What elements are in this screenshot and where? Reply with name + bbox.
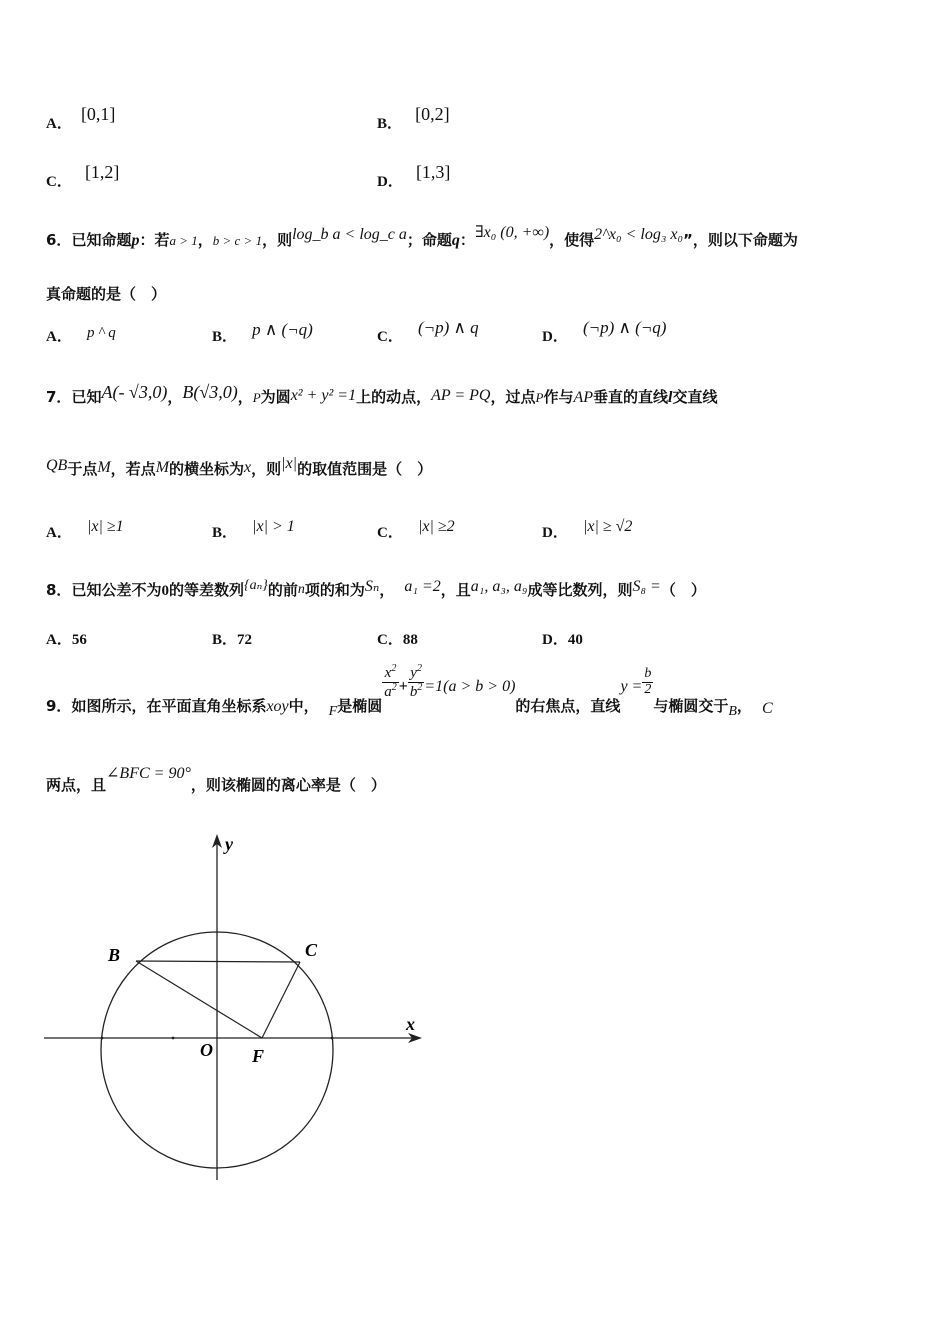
option-value: 56 (71, 632, 87, 648)
q7-option-a[interactable] (46, 518, 124, 542)
line-qb: QB (46, 457, 68, 474)
option-label: D． (542, 525, 568, 541)
option-value: [1,2] (84, 162, 120, 182)
q5-option-d[interactable] (377, 162, 451, 191)
math: b > c > 1 (212, 233, 263, 248)
text: ：若 (139, 231, 170, 249)
line-l: l (668, 389, 673, 406)
q7-option-c[interactable] (377, 518, 455, 542)
point-a: A(- √3,0) (101, 382, 168, 402)
label-o: O (200, 1040, 213, 1060)
text: 已知命题 (71, 231, 132, 249)
option-label: A． (46, 329, 72, 345)
text: 的前 (267, 581, 298, 599)
ellipse-fraction-y: $\frac{y^2}{b^2}$ (409, 663, 423, 700)
coord-xoy: xoy (266, 697, 289, 715)
plus-sign: + (398, 677, 408, 695)
label-c: C (305, 940, 318, 960)
text: 项的和为 (304, 581, 365, 599)
text: ，则该椭圆的离心率是（ ） (190, 776, 386, 794)
text: ， (237, 388, 253, 406)
question-number: 8． (46, 581, 72, 599)
point-m: M (155, 459, 170, 476)
point-f: F (328, 703, 338, 719)
sum-sn: Sₙ (364, 578, 380, 595)
q6-option-a[interactable] (46, 325, 116, 346)
option-value: p ∧ (¬q) (252, 320, 313, 339)
option-value: [0,2] (415, 104, 450, 124)
option-value: 72 (237, 632, 253, 648)
label-x: x (406, 1014, 415, 1034)
text: 上的动点， (356, 388, 432, 406)
text: 的右焦点，直线 (515, 696, 621, 715)
option-label: A． (46, 116, 72, 132)
ellipse-fraction-x: $\frac{x^2}{a^2}$ (384, 663, 397, 700)
q6-option-b[interactable] (212, 320, 313, 346)
label-y: y (225, 834, 233, 854)
text: ， (736, 696, 752, 715)
var-x: x (244, 459, 252, 476)
q8-option-b[interactable] (212, 628, 252, 649)
text: 与椭圆交于 (653, 696, 729, 715)
text: ，且 (440, 581, 471, 599)
option-label: C． (377, 632, 403, 648)
q8-option-c[interactable] (377, 628, 418, 649)
point-b: B(√3,0) (182, 382, 238, 402)
option-value: |x| ≥1 (86, 518, 124, 535)
var-q: q (451, 232, 460, 249)
option-value: |x| ≥2 (417, 518, 455, 535)
text: （ ） (660, 581, 706, 599)
q8-option-a[interactable] (46, 628, 87, 649)
text: ，使得 (549, 231, 595, 249)
text: 是椭圆 (337, 696, 383, 715)
label-f: F (252, 1046, 265, 1066)
math: 2^x₀ < log₃ x₀ (594, 226, 684, 243)
text: 已知公差不为 (71, 581, 162, 599)
q9-stem-line2 (46, 765, 386, 795)
option-label: C． (377, 329, 403, 345)
text: 为圆 (260, 388, 291, 406)
text: 的取值范围是（ ） (297, 460, 433, 478)
option-label: A． (46, 632, 72, 648)
q8-option-d[interactable] (542, 628, 583, 649)
abs-x: |x| (281, 455, 298, 472)
q5-option-a[interactable] (46, 104, 116, 133)
math: a₁ =2 (404, 578, 441, 595)
tick-left-focus (172, 1037, 175, 1040)
option-value: 40 (567, 632, 583, 648)
option-label: B． (212, 329, 238, 345)
point-b: B (728, 703, 737, 719)
q7-stem-line2 (46, 455, 433, 479)
question-number: 7． (46, 388, 72, 406)
text: 已知 (71, 388, 102, 406)
tick-left-vertex (101, 1037, 104, 1040)
segment-ap: AP (573, 389, 594, 406)
math: S₈ = (632, 578, 661, 595)
text: ， (379, 581, 395, 599)
option-value: p ^ q (86, 325, 116, 341)
text: ， (167, 388, 183, 406)
segment-bc (136, 961, 300, 962)
q9-stem-line1 (46, 663, 773, 719)
segment-bf (136, 961, 262, 1038)
sequence-a: {aₙ} (243, 578, 268, 593)
q9-ellipse-figure (40, 830, 430, 1190)
text: ，则 (262, 231, 293, 249)
text: 两点，且 (46, 776, 107, 794)
math: ∃x₀ (0, +∞) (474, 224, 550, 241)
math: log_b a < log_c a (292, 226, 407, 243)
option-label: A． (46, 525, 72, 541)
math: a > 1 (169, 233, 198, 248)
option-label: D． (542, 632, 568, 648)
var-p: p (131, 232, 140, 249)
option-label: B． (377, 116, 403, 132)
text: 作与 (543, 388, 574, 406)
line-fraction: $\frac{b}{2}$ (644, 666, 652, 697)
math: x² + y² =1 (290, 387, 357, 404)
text: 如图所示，在平面直角坐标系 (71, 696, 267, 715)
option-value: [1,3] (415, 162, 451, 182)
line-equation: y = (620, 677, 643, 695)
label-b: B (108, 945, 121, 965)
segment-cf (262, 962, 300, 1038)
option-label: B． (212, 632, 238, 648)
option-value: 88 (402, 632, 418, 648)
q5-option-b[interactable] (377, 104, 450, 133)
question-number: 6． (46, 231, 72, 249)
option-label: D． (542, 329, 568, 345)
angle-bfc: ∠BFC = 90° (106, 765, 191, 782)
option-label: D． (377, 174, 403, 190)
text: 垂直的直线 (593, 388, 669, 406)
var-n: n (297, 582, 305, 597)
option-label: C． (377, 525, 403, 541)
text: 成等比数列，则 (527, 581, 633, 599)
q6-option-c[interactable] (377, 318, 479, 346)
option-label: B． (212, 525, 238, 541)
option-value: |x| > 1 (252, 518, 295, 535)
text: ，若点 (110, 460, 156, 478)
q7-option-b[interactable] (212, 518, 295, 542)
question-number: 9． (46, 696, 72, 715)
point-m: M (97, 459, 111, 476)
ellipse-equation: =1(a > b > 0) (424, 677, 516, 695)
text: ，过点 (490, 388, 536, 406)
text: ： (459, 231, 475, 249)
point-p: P (252, 390, 261, 405)
q6-stem-line2: 真命题的是（ ） (46, 285, 167, 303)
option-value: (¬p) ∧ (¬q) (582, 318, 667, 337)
math: a₁, a₃, a₉ (470, 578, 528, 595)
option-value: [0,1] (80, 104, 116, 124)
text: 于点 (67, 460, 98, 478)
text: ”，则以下命题为 (683, 231, 798, 249)
q6-stem-line1 (46, 224, 798, 250)
text: ，则 (251, 460, 282, 478)
text: 的等差数列 (168, 581, 244, 599)
number-zero: 0 (161, 583, 169, 599)
text: 中， (288, 696, 319, 715)
q8-stem (46, 579, 706, 600)
q6-option-d[interactable] (542, 318, 667, 346)
q7-stem-line1 (46, 382, 718, 407)
q7-option-d[interactable] (542, 518, 633, 542)
tick-right-vertex (331, 1037, 334, 1040)
text: ；命题 (406, 231, 452, 249)
option-value: (¬p) ∧ q (417, 318, 479, 337)
point-c: C (761, 699, 773, 717)
option-value: |x| ≥ √2 (582, 518, 633, 535)
option-label: C． (46, 174, 72, 190)
text: 交直线 (672, 388, 718, 406)
point-p: P (535, 390, 544, 405)
math: AP = PQ (431, 387, 491, 404)
text: 的横坐标为 (169, 460, 245, 478)
text: ， (197, 231, 213, 249)
q5-option-c[interactable] (46, 162, 120, 191)
